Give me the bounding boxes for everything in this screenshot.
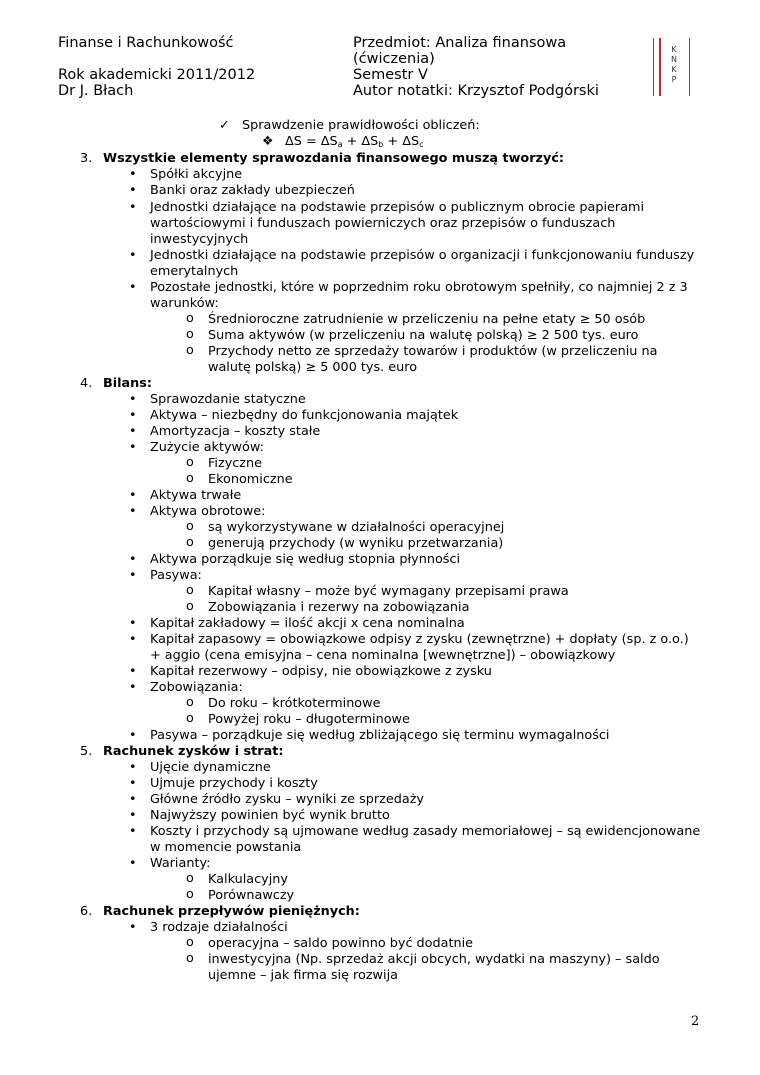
list-item: Pozostałe jednostki, które w poprzednim roku obrotowym spełniły, co najmniej 2 z 3 — [150, 280, 688, 295]
bullet-icon: • — [129, 248, 137, 263]
bullet-icon: • — [129, 680, 137, 695]
sub-item: Średnioroczne zatrudnienie w przeliczeniu na pełne etaty ≥ 50 osób — [208, 312, 646, 327]
bullet-icon: • — [129, 808, 137, 823]
list-item: Warianty: — [150, 856, 211, 871]
section-number: 4. — [80, 376, 93, 391]
circle-bullet-icon: o — [186, 695, 194, 710]
page-number: 2 — [691, 1014, 700, 1029]
sub-item: Porównawczy — [208, 888, 295, 903]
list-item: Ujmuje przychody i koszty — [150, 776, 318, 791]
list-item: Zużycie aktywów: — [150, 440, 264, 455]
list-item: Kapitał zapasowy = obowiązkowe odpisy z zysku (zewnętrzne) + dopłaty (sp. z o.o.) — [150, 632, 689, 647]
circle-bullet-icon: o — [186, 327, 194, 342]
formula: $\Delta S = \Delta S_a + \Delta S_b + \Delta S_c$ — [285, 134, 424, 149]
list-item: Banki oraz zakłady ubezpieczeń — [150, 183, 355, 198]
section-title: Wszystkie elementy sprawozdania finansowego muszą tworzyć: — [103, 151, 565, 166]
sub-item: inwestycyjna (Np. sprzedaż akcji obcych, wydatki na maszyny) – saldo — [208, 952, 660, 967]
header-left — [58, 35, 338, 99]
circle-bullet-icon: o — [186, 583, 194, 598]
sub-item: Powyżej roku – długoterminowe — [208, 712, 410, 727]
list-item: Kapitał rezerwowy – odpisy, nie obowiązkowe z zysku — [150, 664, 492, 679]
list-item-cont: inwestycyjnych — [150, 232, 249, 247]
header-field-of-study: Finanse i Rachunkowość — [58, 35, 234, 51]
list-item: Główne źródło zysku – wyniki ze sprzedaży — [150, 792, 424, 807]
bullet-icon: • — [129, 504, 137, 519]
list-item-cont: + aggio (cena emisyjna – cena nominalna [wewnętrzne]) – obowiązkowy — [150, 648, 616, 663]
list-item: Ujęcie dynamiczne — [150, 760, 271, 775]
section-number: 5. — [80, 744, 93, 759]
bullet-icon: • — [129, 776, 137, 791]
header-subject-type: (ćwiczenia) — [353, 51, 435, 67]
bullet-icon: • — [129, 728, 137, 743]
list-item: Aktywa obrotowe: — [150, 504, 266, 519]
header-lecturer: Dr J. Błach — [58, 83, 134, 99]
bullet-icon: • — [129, 488, 137, 503]
sub-item-cont: walutę polską) ≥ 5 000 tys. euro — [208, 360, 418, 375]
bullet-icon: • — [129, 792, 137, 807]
section-title: Rachunek zysków i strat: — [103, 744, 284, 759]
section-title: Rachunek przepływów pieniężnych: — [103, 904, 360, 919]
bullet-icon: • — [129, 920, 137, 935]
sub-item: Kapitał własny – może być wymagany przepisami prawa — [208, 584, 569, 599]
bullet-icon: • — [129, 440, 137, 455]
list-item: Aktywa trwałe — [150, 488, 242, 503]
header-right — [353, 35, 633, 99]
check-line: Sprawdzenie prawidłowości obliczeń: — [242, 118, 480, 133]
sub-item: są wykorzystywane w działalności operacyjnej — [208, 520, 505, 535]
list-item: Zobowiązania: — [150, 680, 243, 695]
circle-bullet-icon: o — [186, 871, 194, 886]
bullet-icon: • — [129, 200, 137, 215]
sub-item: Fizyczne — [208, 456, 263, 471]
header-subject: Przedmiot: Analiza finansowa — [353, 35, 567, 51]
header-author: Autor notatki: Krzysztof Podgórski — [353, 83, 599, 99]
bullet-icon: • — [129, 632, 137, 647]
sub-item: Ekonomiczne — [208, 472, 293, 487]
bullet-icon: • — [129, 552, 137, 567]
circle-bullet-icon: o — [186, 455, 194, 470]
sub-item: generują przychody (w wyniku przetwarzania) — [208, 536, 504, 551]
circle-bullet-icon: o — [186, 951, 194, 966]
list-item-cont: emerytalnych — [150, 264, 239, 279]
bullet-icon: • — [129, 856, 137, 871]
diamond-bullet-icon: ❖ — [262, 134, 274, 149]
list-item: Najwyższy powinien być wynik brutto — [150, 808, 390, 823]
bullet-icon: • — [129, 392, 137, 407]
bullet-icon: • — [129, 167, 137, 182]
bullet-icon: • — [129, 280, 137, 295]
section-number: 3. — [80, 151, 93, 166]
circle-bullet-icon: o — [186, 711, 194, 726]
bullet-icon: • — [129, 424, 137, 439]
list-item: Amortyzacja – koszty stałe — [150, 424, 321, 439]
list-item: Aktywa – niezbędny do funkcjonowania majątek — [150, 408, 459, 423]
list-item: Aktywa porządkuje się według stopnia płynności — [150, 552, 461, 567]
circle-bullet-icon: o — [186, 311, 194, 326]
circle-bullet-icon: o — [186, 887, 194, 902]
header-semester: Semestr V — [353, 67, 428, 83]
list-item: Koszty i przychody są ujmowane według zasady memoriałowej – są ewidencjonowane — [150, 824, 701, 839]
sub-item: Zobowiązania i rezerwy na zobowiązania — [208, 600, 470, 615]
list-item: Spółki akcyjne — [150, 167, 243, 182]
bullet-icon: • — [129, 664, 137, 679]
list-item: Pasywa: — [150, 568, 202, 583]
bullet-icon: • — [129, 760, 137, 775]
sub-item: operacyjna – saldo powinno być dodatnie — [208, 936, 474, 951]
sub-item: Do roku – krótkoterminowe — [208, 696, 381, 711]
sub-item-cont: ujemne – jak firma się rozwija — [208, 968, 398, 983]
circle-bullet-icon: o — [186, 935, 194, 950]
sub-item: Suma aktywów (w przeliczeniu na walutę polską) ≥ 2 500 tys. euro — [208, 328, 639, 343]
list-item-cont: wartościowymi i funduszach powierniczych oraz przepisów o funduszach — [150, 216, 616, 231]
sub-item: Przychody netto ze sprzedaży towarów i produktów (w przeliczeniu na — [208, 344, 658, 359]
list-item: 3 rodzaje działalności — [150, 920, 288, 935]
checkmark-icon: ✓ — [219, 118, 230, 133]
circle-bullet-icon: o — [186, 599, 194, 614]
circle-bullet-icon: o — [186, 519, 194, 534]
list-item: Jednostki działające na podstawie przepisów o organizacji i funkcjonowaniu funduszy — [150, 248, 695, 263]
list-item: Pasywa – porządkuje się według zbliżającego się terminu wymagalności — [150, 728, 610, 743]
list-item-cont: w momencie powstania — [150, 840, 302, 855]
section-title: Bilans: — [103, 376, 153, 391]
header-spacer — [58, 51, 338, 67]
header-academic-year: Rok akademicki 2011/2012 — [58, 67, 256, 83]
bullet-icon: • — [129, 616, 137, 631]
knkp-logo: K N K P — [653, 38, 691, 96]
circle-bullet-icon: o — [186, 535, 194, 550]
list-item: Sprawozdanie statyczne — [150, 392, 306, 407]
list-item: Kapitał zakładowy = ilość akcji x cena nominalna — [150, 616, 465, 631]
bullet-icon: • — [129, 183, 137, 198]
bullet-icon: • — [129, 824, 137, 839]
sub-item: Kalkulacyjny — [208, 872, 288, 887]
circle-bullet-icon: o — [186, 343, 194, 358]
section-number: 6. — [80, 904, 93, 919]
bullet-icon: • — [129, 568, 137, 583]
list-item: Jednostki działające na podstawie przepisów o publicznym obrocie papierami — [150, 200, 645, 215]
bullet-icon: • — [129, 408, 137, 423]
circle-bullet-icon: o — [186, 471, 194, 486]
list-item-cont: warunków: — [150, 296, 219, 311]
